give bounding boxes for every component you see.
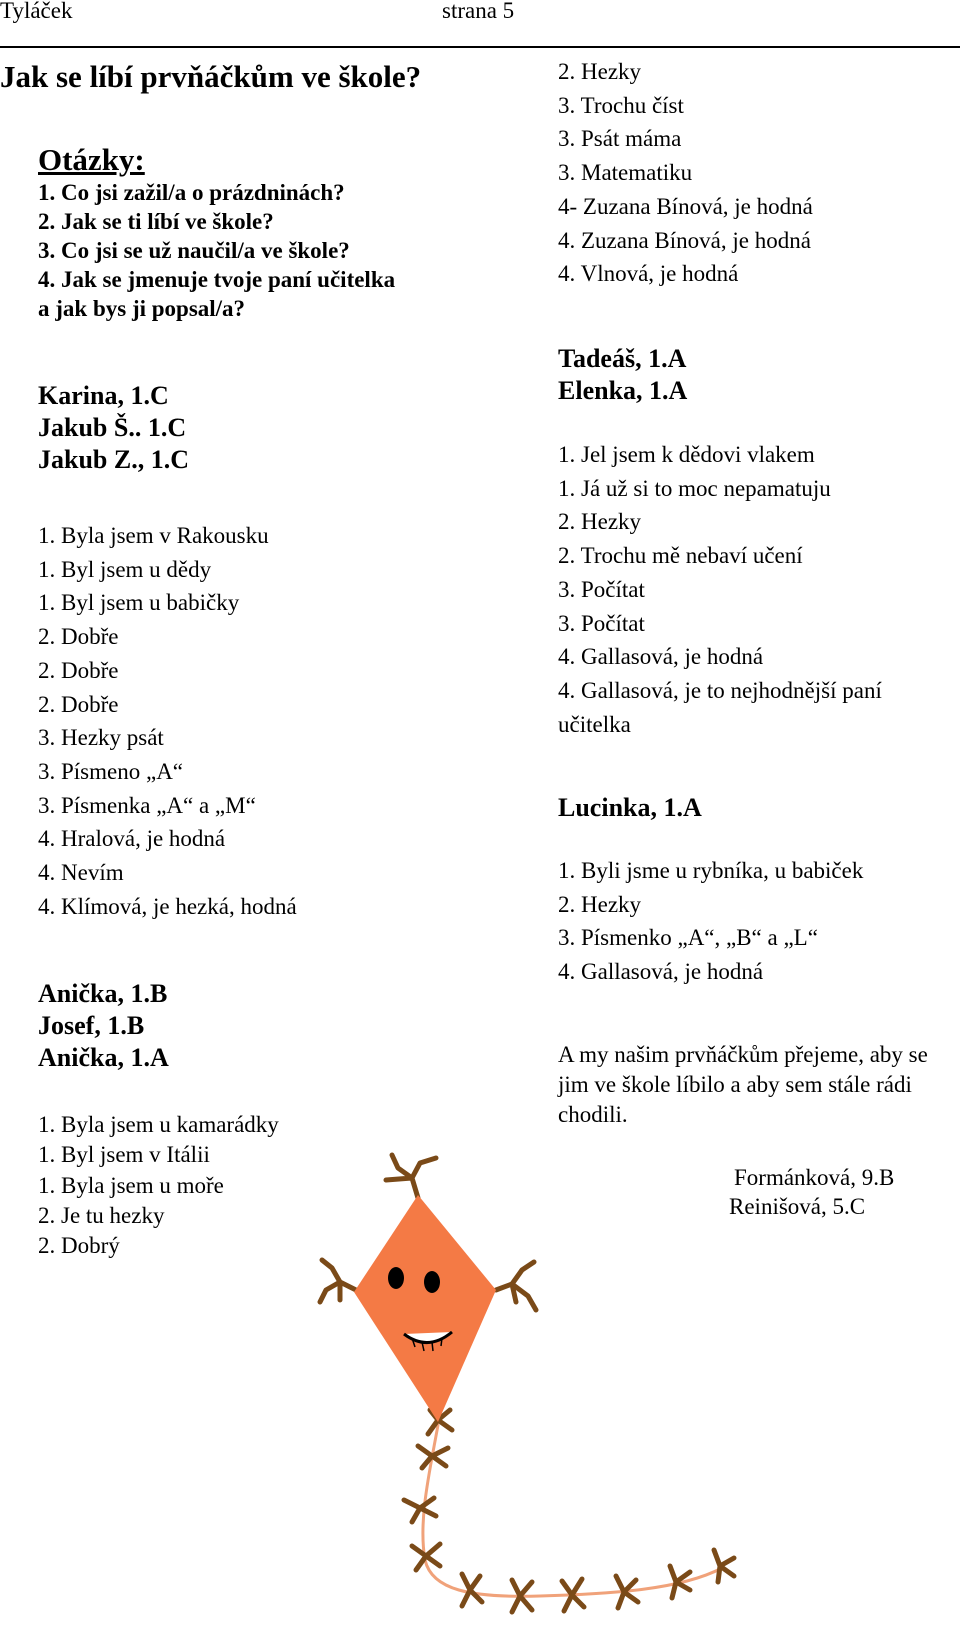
answer-line: 1. Byla jsem u moře [38,1172,224,1198]
author-signature: Reinišová, 5.C [729,1194,866,1219]
answer-line: 3. Písmenko „A“, „B“ a „L“ [558,925,818,951]
answer-line: 4. Gallasová, je hodná [558,959,764,985]
answer-line: 2. Dobrý [38,1233,120,1259]
author-signature: Formánková, 9.B [734,1165,895,1190]
page-number: strana 5 [442,0,515,23]
answer-line: 2. Hezky [558,59,642,84]
answer-line: 1. Byli jsme u rybníka, u babiček [558,858,864,883]
answer-line: 1. Byla jsem v Rakousku [38,523,269,548]
kite-left-eye [388,1267,404,1289]
kite-body [354,1195,496,1422]
answer-line: 2. Dobře [38,691,119,717]
answer-line: 2. Je tu hezky [38,1202,165,1228]
answer-line: 3. Počítat [558,576,645,602]
pupil-name: Jakub Š.. 1.C [38,413,187,442]
answer-line: 4. Gallasová, je to nejhodnější paní učitelka [558,677,882,737]
questions-heading: Otázky: [38,142,145,177]
answer-line: 3. Písmenka „A“ a „M“ [38,792,256,818]
answer-line: 3. Trochu číst [558,92,684,118]
answer-line: 3. Písmeno „A“ [38,758,184,784]
question-2: 2. Jak se ti líbí ve škole? [38,209,274,234]
answer-line: 1. Byl jsem u babičky [38,590,240,616]
answer-line: 3. Počítat [558,610,645,636]
answer-line: 4. Nevím [38,860,124,886]
answer-line: 4. Klímová, je hezká, hodná [38,893,297,919]
article-title: Jak se líbí prvňáčkům ve škole? [0,59,422,94]
answer-line: 1. Já už si to moc nepamatuju [558,475,831,501]
publication-name: Tyláček [0,0,73,23]
answer-line: 3. Psát máma [558,126,682,152]
answer-line: 4. Gallasová, je hodná [558,644,764,670]
answer-line: 4- Zuzana Bínová, je hodná [558,193,813,219]
answer-line: 1. Byla jsem u kamarádky [38,1112,279,1137]
kite-bows [320,1155,734,1612]
answer-line: 2. Dobře [38,657,119,683]
kite-tail-string [423,1425,722,1596]
question-3: 3. Co jsi se už naučil/a ve škole? [38,238,350,263]
answer-line: 4. Zuzana Bínová, je hodná [558,227,811,253]
kite-right-eye [424,1271,440,1293]
pupil-name: Elenka, 1.A [558,376,688,405]
pupil-name: Anička, 1.A [38,1043,169,1072]
answer-line: 4. Vlnová, je hodná [558,261,739,287]
answer-line: 1. Jel jsem k dědovi vlakem [558,442,815,467]
question-1: 1. Co jsi zažil/a o prázdninách? [38,180,345,205]
pupil-name: Karina, 1.C [38,381,169,410]
answer-line: 3. Hezky psát [38,725,164,751]
question-4-continued: a jak bys ji popsal/a? [38,296,246,321]
pupil-name: Josef, 1.B [38,1011,145,1040]
answer-line: 2. Hezky [558,509,642,535]
question-4: 4. Jak se jmenuje tvoje paní učitelka [38,267,396,292]
answer-line: 2. Hezky [558,891,642,917]
pupil-name: Lucinka, 1.A [558,793,702,822]
pupil-name: Anička, 1.B [38,979,168,1008]
pupil-name: Tadeáš, 1.A [558,344,687,373]
closing-wish: A my našim prvňáčkům přejeme, aby se jim ve škole líbilo a aby sem stále rádi chodili. [558,1042,928,1127]
answer-line: 2. Dobře [38,624,119,650]
pupil-name: Jakub Z., 1.C [38,445,189,474]
answer-line: 2. Trochu mě nebaví učení [558,543,803,569]
answer-line: 3. Matematiku [558,160,693,186]
answer-line: 1. Byl jsem u dědy [38,556,212,582]
answer-line: 1. Byl jsem v Itálii [38,1142,210,1168]
answer-line: 4. Hralová, je hodná [38,826,226,852]
